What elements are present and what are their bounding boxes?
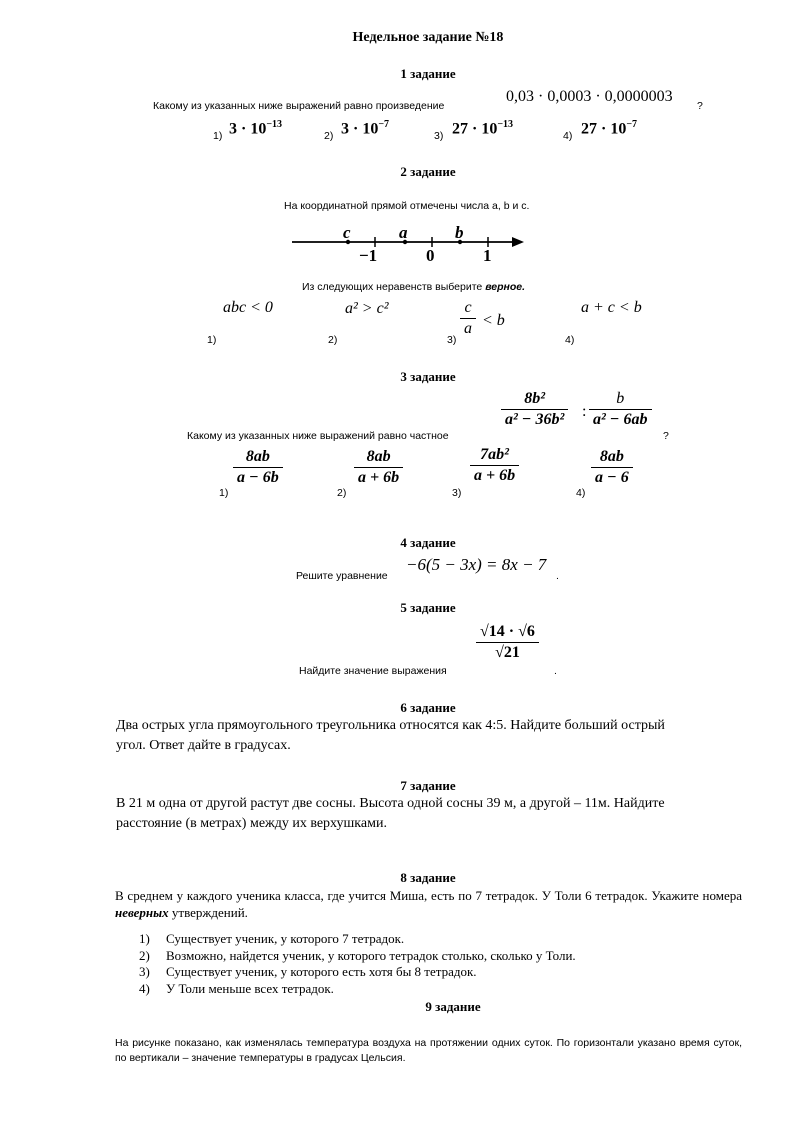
tick-label-0: 0 xyxy=(426,246,435,265)
task9-text: На рисунке показано, как изменялась температура воздуха на протяжении одних суток. По горизонтали указано время суток, по вертикали – значение температуры в градусах Цельсия. xyxy=(115,1037,742,1064)
task3-question: Какому из указанных ниже выражений равно частное xyxy=(187,430,449,442)
number-line-arrow xyxy=(512,237,524,247)
task3-colon: : xyxy=(582,403,587,420)
task4-prompt: Решите уравнение xyxy=(296,570,388,582)
task2-choose: Из следующих неравенств выберите верное. xyxy=(302,281,526,293)
task2-option1-expr: abc < 0 xyxy=(223,299,273,316)
task5-period: . xyxy=(554,665,557,677)
task2-option3-rest: < b xyxy=(482,312,505,329)
task4-header: 4 задание xyxy=(400,535,456,550)
task2-option3-label: 3) xyxy=(447,334,457,346)
task2-option4-expr: a + c < b xyxy=(581,299,642,316)
task4-equation: −6(5 − 3x) = 8x − 7 xyxy=(406,555,547,574)
label-b: b xyxy=(455,223,464,242)
task8-statement-4: 4) У Толи меньше всех тетрадок. xyxy=(139,980,334,996)
task1-header: 1 задание xyxy=(400,66,456,81)
task1-option2-label: 2) xyxy=(324,130,334,142)
task8-statement-2: 2) Возможно, найдется ученик, у которого тетрадок столько, сколько у Толи. xyxy=(139,947,576,963)
task3-divisor: $\frac{b}{\text{a² − 6ab}}$ xyxy=(589,390,652,429)
task1-qmark: ? xyxy=(697,100,703,112)
label-a: a xyxy=(399,223,408,242)
task3-option3-fraction: $\frac{\text{7ab²}}{a + 6b}$ xyxy=(470,446,519,485)
task3-dividend: $\frac{\text{8b²}}{\text{a² − 36b²}}$ xyxy=(501,390,568,429)
task1-option1-label: 1) xyxy=(213,130,223,142)
task1-option3-label: 3) xyxy=(434,130,444,142)
task8-statement-3: 3) Существует ученик, у которого есть хотя бы 8 тетрадок. xyxy=(139,964,477,979)
task4-period: . xyxy=(556,570,559,582)
task1-expression: 0,03 · 0,0003 · 0,0000003 xyxy=(506,88,673,105)
task3-option1-fraction: $\frac{8ab}{a - 6b}$ xyxy=(233,448,283,487)
task3-option2-label: 2) xyxy=(337,487,347,499)
page-title: Недельное задание №18 xyxy=(352,30,504,45)
task2-header: 2 задание xyxy=(400,164,456,179)
task6-text: Два острых угла прямоугольного треугольника относятся как 4:5. Найдите больший острый угол. Ответ дайте в градусах. xyxy=(116,718,665,753)
task2-option1-label: 1) xyxy=(207,334,217,346)
task5-prompt: Найдите значение выражения xyxy=(299,665,447,677)
task7-header: 7 задание xyxy=(400,778,456,793)
task3-option1-label: 1) xyxy=(219,487,229,499)
task3-option4-label: 4) xyxy=(576,487,586,499)
task3-option3-label: 3) xyxy=(452,487,462,499)
task2-option2-expr: a² > c² xyxy=(345,300,389,317)
task1-option3-expr: $27 \cdot 10^{-13}$ xyxy=(452,119,514,138)
task7-text: В 21 м одна от другой растут две сосны. Высота одной сосны 39 м, а другой – 11м. Найдите расстояние (в метрах) между их верхушками. xyxy=(116,796,665,831)
task8-header: 8 задание xyxy=(400,870,456,885)
tick-label-1: 1 xyxy=(483,246,492,265)
task9-header: 9 задание xyxy=(425,999,481,1014)
tick-label-minus1: −1 xyxy=(359,246,378,265)
task8-statement-1: 1) Существует ученик, у которого 7 тетрадок. xyxy=(139,931,405,946)
task3-option2-fraction: $\frac{8ab}{a + 6b}$ xyxy=(354,448,403,487)
task1-option4-expr: $27 \cdot 10^{-7}$ xyxy=(581,119,638,138)
task3-option4-fraction: $\frac{8ab}{a - 6}$ xyxy=(591,448,633,487)
task1-option2-expr: $3 \cdot 10^{-7}$ xyxy=(341,119,390,138)
task1-option1-expr: $3 \cdot 10^{-13}$ xyxy=(229,119,283,138)
task2-option4-label: 4) xyxy=(565,334,575,346)
task8-statements xyxy=(139,931,576,997)
task3-header: 3 задание xyxy=(400,369,456,384)
task5-header: 5 задание xyxy=(400,600,456,615)
task6-header: 6 задание xyxy=(400,700,456,715)
task5-fraction: $\frac{√14 \cdot √6}{√21}$ xyxy=(476,623,539,662)
number-line xyxy=(288,220,528,266)
task3-qmark: ? xyxy=(663,430,669,442)
task8-text: В среднем у каждого ученика класса, где учится Миша, есть по 7 тетрадок. У Толи 6 тетрадок. Укажите номера неверных утверждений. xyxy=(115,888,742,920)
label-c: c xyxy=(343,223,351,242)
task2-option3-fraction: $\frac{c}{a}$ xyxy=(460,299,476,338)
task1-question: Какому из указанных ниже выражений равно произведение xyxy=(153,100,445,112)
task2-intro: На координатной прямой отмечены числа a, b и c. xyxy=(284,200,530,212)
task1-option4-label: 4) xyxy=(563,130,573,142)
task2-option2-label: 2) xyxy=(328,334,338,346)
